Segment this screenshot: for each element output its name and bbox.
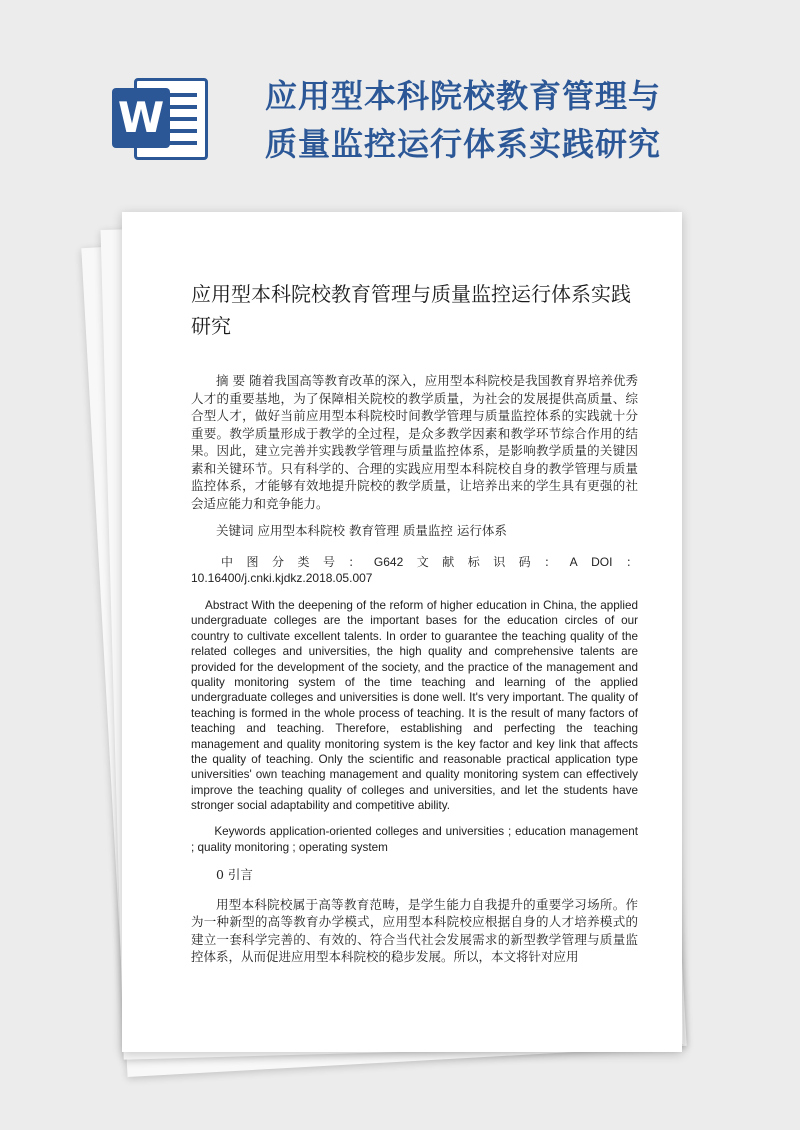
document-page (122, 212, 682, 1052)
header-title: 应用型本科院校教育管理与质量监控运行体系实践研究 (265, 77, 662, 163)
keywords-chinese: 关键词 应用型本科院校 教育管理 质量监控 运行体系 (216, 523, 507, 538)
intro-paragraph: 用型本科院校属于高等教育范畴，是学生能力自我提升的重要学习场所。作为一种新型的高等教育办学模式，应用型本科院校应根据自身的人才培养模式的建立一套科学完善的、有效的、符合当代社会发展需求的新型教学管理与质量监控体系，从而促进应用型本科院校的稳步发展。所以，本文将针对应用 (191, 896, 638, 965)
keywords-english: Keywords application-oriented colleges and universities ; education management ; quality monitoring ; operating system (191, 824, 638, 854)
word-document-icon (112, 72, 212, 164)
doi-value: 10.16400/j.cnki.kjdkz.2018.05.007 (191, 571, 373, 585)
classification-line (191, 554, 638, 586)
abstract-chinese: 摘 要 随着我国高等教育改革的深入，应用型本科院校是我国教育界培养优秀人才的重要基地，为了保障相关院校的教学质量，为社会的发展提供高质量、综合型人才，做好当前应用型本科院校时间教学管理与质量监控体系的实践就十分重要。教学质量形成于教学的全过程，是众多教学因素和教学环节综合作用的结果。因此，建立完善并实践教学管理与质量监控体系，是影响教学质量的关键因素和关键环节。只有科学的、合理的实践应用型本科院校自身的教学管理与质量监控体系，才能够有效地提升院校的教学质量，让培养出来的学生具有更强的社会适应能力和竞争能力。 (191, 373, 638, 511)
word-badge: W (112, 88, 170, 148)
header-banner (0, 0, 800, 210)
document-title: 应用型本科院校教育管理与质量监控运行体系实践研究 (191, 282, 631, 338)
classification-labels: 中 图 分 类 号 ： G642 文 献 标 识 码 ： A DOI ： (221, 555, 638, 569)
abstract-english: Abstract With the deepening of the reform of higher education in China, the applied undergraduate colleges are the important bases for the education circles of our country to cultivate excellent talents. In order to guarantee the teaching quality of the related colleges and universities, the high quality and comprehensive talents are provided for the development of the society, and the practice of the management and quality monitoring system of the time teaching and learning of the applied undergraduate colleges and universities is done well. It's very important. The quality of teaching is formed in the whole process of teaching. It is the result of many factors of teaching and teaching. Therefore, establishing and perfecting the teaching management and quality monitoring system is the key factor and key link that affects the quality of teaching. Only the scientific and reasonable practical application type universities' own teaching management and quality monitoring system can effectively improve the teaching quality of colleges and universities, and let the students have stronger social adaptability and competitive ability. (191, 599, 638, 813)
section-heading-intro: 0 引言 (216, 866, 253, 882)
